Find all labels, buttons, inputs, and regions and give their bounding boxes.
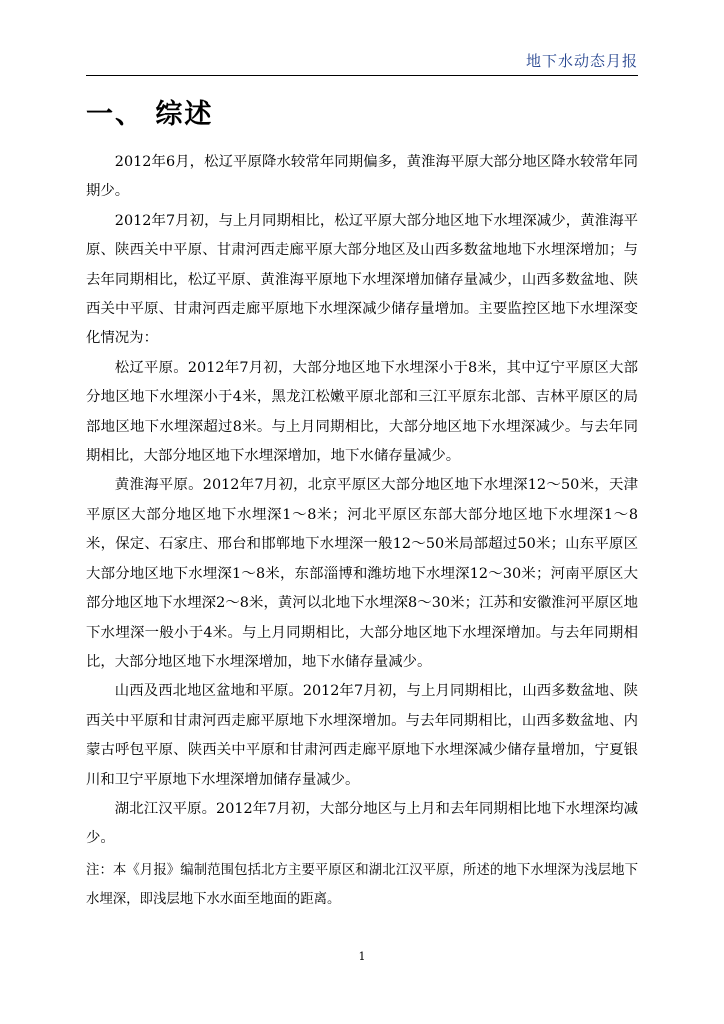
paragraph-precipitation: 2012年6月，松辽平原降水较常年同期偏多，黄淮海平原大部分地区降水较常年同期少。: [86, 154, 638, 200]
header-divider: [86, 75, 638, 76]
footnote: 注：本《月报》编制范围包括北方主要平原区和湖北江汉平原，所述的地下水埋深为浅层地下水埋深，即浅层地下水水面至地面的距离。: [86, 863, 638, 907]
paragraph-overview: 2012年7月初，与上月同期相比，松辽平原大部分地区地下水埋深减少，黄淮海平原、陕西关中平原、甘肃河西走廊平原大部分地区及山西多数盆地地下水埋深增加；与去年同期相比，松辽平原、黄淮海平原地下水埋深增加储存量减少，山西多数盆地、陕西关中平原、甘肃河西走廊平原地下水埋深减少储存量增加。主要监控区地下水埋深变化情况为：: [86, 212, 638, 347]
paragraph-jianghan: 湖北江汉平原。2012年7月初，大部分地区与上月和去年同期相比地下水埋深均减少。: [86, 800, 638, 847]
page-number: 1: [358, 950, 366, 963]
running-header-title: 地下水动态月报: [525, 52, 638, 70]
body-text: [86, 148, 638, 854]
paragraph-songliao: 松辽平原。2012年7月初，大部分地区地下水埋深小于8米，其中辽宁平原区大部分地区地下水埋深小于4米，黑龙江松嫩平原北部和三江平原东北部、吉林平原区的局部地区地下水埋深超过8米。与上月同期相比，大部分地区地下水埋深减少。与去年同期相比，大部分地区地下水埋深增加，地下水储存量减少。: [86, 359, 638, 465]
section-heading: 一、 综述: [86, 99, 214, 130]
paragraph-shanxi-northwest: 山西及西北地区盆地和平原。2012年7月初，与上月同期相比，山西多数盆地、陕西关中平原和甘肃河西走廊平原地下水埋深增加。与去年同期相比，山西多数盆地、内蒙古呼包平原、陕西关中平原和甘肃河西走廊平原地下水埋深减少储存量增加，宁夏银川和卫宁平原地下水埋深增加储存量减少。: [86, 683, 638, 788]
paragraph-huanghuaihai: 黄淮海平原。2012年7月初，北京平原区大部分地区地下水埋深12～50米，天津平原区大部分地区地下水埋深1～8米；河北平原区东部大部分地区地下水埋深1～8米，保定、石家庄、邢台和邯郸地下水埋深一般12～50米局部超过50米；山东平原区大部分地区地下水埋深1～8米，东部淄博和潍坊地下水埋深12～30米；河南平原区大部分地区地下水埋深2～8米，黄河以北地下水埋深8～30米；江苏和安徽淮河平原区地下水埋深一般小于4米。与上月同期相比，大部分地区地下水埋深增加。与去年同期相比，大部分地区地下水埋深增加，地下水储存量减少。: [86, 477, 638, 670]
